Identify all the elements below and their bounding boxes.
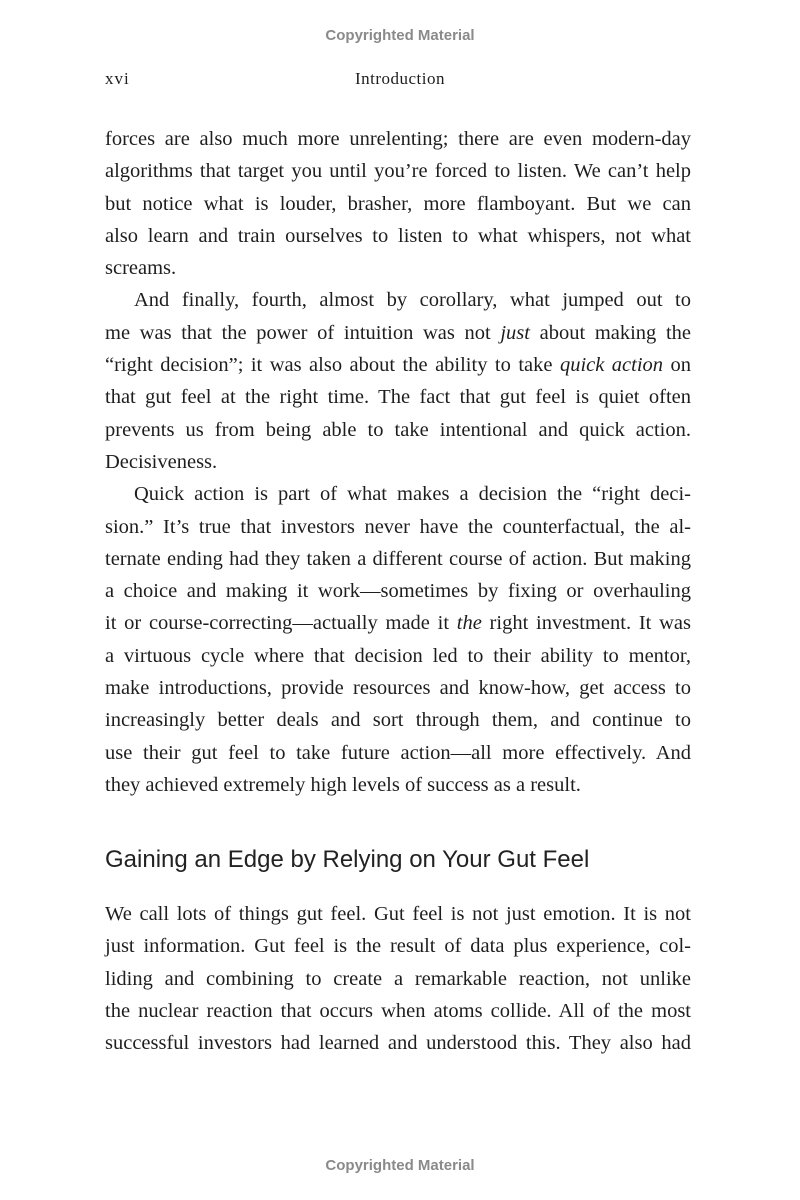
line-content xyxy=(105,548,691,570)
text-line xyxy=(105,930,691,962)
text-run: screams. xyxy=(105,257,177,280)
text-run: make introductions, provide resources and know-how, get access to xyxy=(105,677,691,700)
text-run: also learn and train ourselves to listen to what whispers, not what xyxy=(105,224,691,247)
text-line xyxy=(105,769,691,801)
line-content xyxy=(105,257,176,279)
line-content xyxy=(105,935,691,957)
text-line xyxy=(105,478,691,510)
text-run: And finally, fourth, almost by corollary, what jumped out to xyxy=(134,289,691,312)
text-line xyxy=(105,575,691,607)
line-content xyxy=(105,645,691,667)
text-run: me was that the power of intuition was not xyxy=(105,321,501,344)
text-line xyxy=(105,381,691,413)
line-content xyxy=(105,128,691,150)
text-run: prevents us from being able to take intentional and quick action. xyxy=(105,418,691,441)
text-run: the nuclear reaction that occurs when atoms collide. All of the most xyxy=(105,999,691,1022)
text-run: just information. Gut feel is the result of data plus experience, col- xyxy=(105,935,691,958)
running-head: Introduction xyxy=(354,69,446,88)
text-run: it or course-correcting—actually made it xyxy=(105,612,457,635)
line-content xyxy=(134,483,691,505)
line-content xyxy=(105,774,581,796)
text-line xyxy=(105,963,691,995)
text-line xyxy=(105,898,691,930)
text-line xyxy=(105,155,691,187)
text-line xyxy=(105,188,691,220)
text-run: “right decision”; it was also about the ability to take xyxy=(105,354,560,377)
text-run: forces are also much more unrelenting; there are even modern-day xyxy=(105,128,691,150)
text-line xyxy=(105,672,691,704)
line-content xyxy=(105,193,691,215)
emphasis: the xyxy=(456,612,482,635)
text-line xyxy=(105,640,691,672)
line-content xyxy=(105,580,691,602)
line-content xyxy=(105,709,691,731)
section-heading: Gaining an Edge by Relying on Your Gut Feel xyxy=(105,846,590,873)
line-content xyxy=(105,612,691,634)
text-line xyxy=(105,737,691,769)
text-run: about making the xyxy=(529,321,691,344)
line-content xyxy=(105,354,691,376)
text-line xyxy=(105,704,691,736)
text-run: right investment. It was xyxy=(481,612,691,635)
line-content xyxy=(105,742,691,764)
line-content xyxy=(105,419,691,441)
text-run: successful investors had learned and understood this. They also had xyxy=(105,1032,691,1055)
text-line xyxy=(105,511,691,543)
text-line xyxy=(105,414,691,446)
text-run: but notice what is louder, brasher, more flamboyant. But we can xyxy=(105,192,691,215)
text-run: increasingly better deals and sort through them, and continue to xyxy=(105,709,691,732)
copyright-watermark-top: Copyrighted Material xyxy=(325,27,475,44)
text-run: algorithms that target you until you’re forced to listen. We can’t help xyxy=(105,160,691,183)
text-run: sion.” It’s true that investors never have the counterfactual, the al- xyxy=(105,515,691,538)
text-line xyxy=(105,317,691,349)
line-content xyxy=(105,1000,691,1022)
text-run: use their gut feel to take future action—all more effectively. And xyxy=(105,741,691,764)
copyright-watermark-bottom: Copyrighted Material xyxy=(325,1157,475,1174)
emphasis: quick action xyxy=(559,354,664,377)
text-run: a virtuous cycle where that decision led to their ability to mentor, xyxy=(105,644,691,667)
text-line xyxy=(105,252,691,284)
text-run: ternate ending had they taken a different course of action. But making xyxy=(105,547,691,570)
page-number: xvi xyxy=(105,69,130,88)
text-line xyxy=(105,284,691,316)
body-text-bottom xyxy=(105,898,691,1059)
text-run: Decisiveness. xyxy=(105,450,218,473)
text-line xyxy=(105,446,691,478)
emphasis: just xyxy=(500,321,530,344)
line-content xyxy=(105,322,691,344)
text-line xyxy=(105,607,691,639)
text-line xyxy=(105,1027,691,1059)
text-run: liding and combining to create a remarkable reaction, not unlike xyxy=(105,967,691,990)
text-line xyxy=(105,349,691,381)
line-content xyxy=(105,386,691,408)
text-run: they achieved extremely high levels of success as a result. xyxy=(105,773,581,796)
body-text-top xyxy=(105,123,691,801)
line-content xyxy=(105,516,691,538)
line-content xyxy=(105,968,691,990)
text-line xyxy=(105,220,691,252)
text-line xyxy=(105,995,691,1027)
line-content xyxy=(134,289,691,311)
text-run: We call lots of things gut feel. Gut feel is not just emotion. It is not xyxy=(105,903,691,925)
text-run: on xyxy=(663,354,692,377)
text-run: a choice and making it work—sometimes by fixing or overhauling xyxy=(105,580,691,603)
text-run: Quick action is part of what makes a decision the “right deci- xyxy=(134,483,691,506)
line-content xyxy=(105,903,691,925)
line-content xyxy=(105,225,691,247)
text-line xyxy=(105,543,691,575)
line-content xyxy=(105,677,691,699)
line-content xyxy=(105,451,217,473)
line-content xyxy=(105,160,691,182)
line-content xyxy=(105,1032,691,1054)
text-run: that gut feel at the right time. The fact that gut feel is quiet often xyxy=(105,386,691,409)
text-line xyxy=(105,123,691,155)
